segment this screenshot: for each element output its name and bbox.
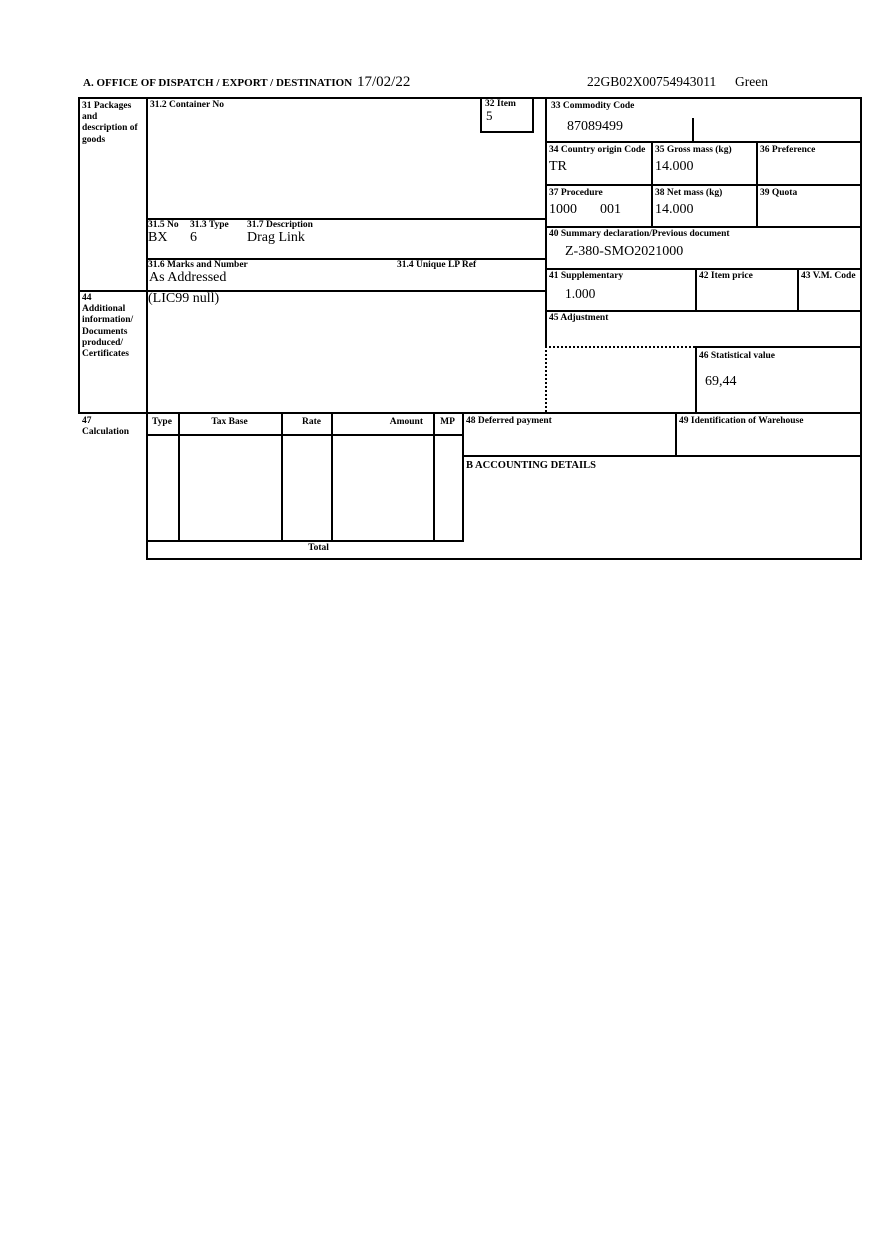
- grid-line: [178, 412, 180, 540]
- box48-deferred-payment-label: 48 Deferred payment: [466, 416, 552, 426]
- box40-summary-declaration-label: 40 Summary declaration/Previous document: [549, 229, 730, 239]
- grid-line: [675, 412, 677, 455]
- grid-line: [146, 434, 464, 436]
- box33-commodity-code-value: 87089499: [567, 119, 623, 134]
- box37-procedure-value1: 1000: [549, 202, 577, 217]
- grid-line: [797, 268, 799, 310]
- box31-5-no-value: BX: [148, 230, 168, 245]
- box35-gross-mass-label: 35 Gross mass (kg): [655, 145, 732, 155]
- box31-7-description-label: 31.7 Description: [247, 220, 313, 230]
- box39-quota-label: 39 Quota: [760, 188, 798, 198]
- box31-2-container-no-label: 31.2 Container No: [150, 100, 224, 110]
- grid-line: [545, 141, 862, 143]
- calc-col-type-header: Type: [152, 417, 172, 427]
- grid-line: [545, 268, 862, 270]
- box49-warehouse-label: 49 Identification of Warehouse: [679, 416, 804, 426]
- box31-3-type-value: 6: [190, 230, 197, 245]
- box32-item-value: 5: [486, 108, 493, 123]
- box31-7-description-value: Drag Link: [247, 230, 305, 245]
- grid-line: [78, 97, 862, 99]
- box37-procedure-label: 37 Procedure: [549, 188, 603, 198]
- grid-line: [695, 346, 697, 412]
- box37-procedure-value2: 001: [600, 202, 621, 217]
- grid-line: [695, 268, 697, 310]
- grid-line: [545, 184, 862, 186]
- calc-total-label: Total: [308, 543, 329, 553]
- grid-line: [651, 141, 653, 226]
- grid-line: [462, 455, 862, 457]
- grid-line: [545, 97, 547, 346]
- grid-line: [695, 346, 862, 348]
- calc-col-amount-header: Amount: [389, 417, 423, 427]
- grid-line: [433, 412, 435, 540]
- box38-net-mass-label: 38 Net mass (kg): [655, 188, 723, 198]
- box40-summary-declaration-value: Z-380-SMO2021000: [565, 244, 684, 259]
- grid-line: [480, 97, 482, 133]
- declaration-date: 17/02/22: [357, 74, 411, 90]
- calc-col-mp-header: MP: [440, 417, 455, 427]
- box44-additional-info-value: (LIC99 null): [148, 291, 220, 306]
- grid-line: [545, 226, 862, 228]
- box31-6-marks-label: 31.6 Marks and Number: [148, 260, 248, 270]
- commodity-code-separator-tick: [692, 118, 694, 141]
- grid-line: [756, 141, 758, 226]
- box44-additional-info-label: 44 Additional information/ Documents produced/ Certificates: [82, 293, 134, 360]
- box35-gross-mass-value: 14.000: [655, 159, 694, 174]
- grid-line: [860, 97, 862, 560]
- grid-line: [480, 131, 534, 133]
- box41-supplementary-label: 41 Supplementary: [549, 271, 624, 281]
- calc-col-rate-header: Rate: [302, 417, 321, 427]
- accounting-details-label: B ACCOUNTING DETAILS: [466, 460, 596, 471]
- box46-statistical-value-label: 46 Statistical value: [699, 351, 775, 361]
- grid-line: [78, 97, 80, 414]
- box42-item-price-label: 42 Item price: [699, 271, 753, 281]
- grid-line: [462, 412, 464, 540]
- box31-5-no-label: 31.5 No: [148, 220, 179, 230]
- box38-net-mass-value: 14.000: [655, 202, 694, 217]
- grid-line: [146, 558, 862, 560]
- box31-4-unique-lp-ref-label: 31.4 Unique LP Ref: [397, 260, 477, 270]
- box45-adjustment-label: 45 Adjustment: [549, 313, 609, 323]
- grid-line: [281, 412, 283, 540]
- office-of-dispatch-label: A. OFFICE OF DISPATCH / EXPORT / DESTINATION: [83, 77, 353, 89]
- grid-line: [331, 412, 333, 540]
- box32-item-label: 32 Item: [485, 99, 516, 109]
- box46-statistical-value: 69,44: [705, 374, 737, 389]
- box34-country-origin-label: 34 Country origin Code: [549, 145, 646, 155]
- grid-line: [532, 97, 534, 133]
- box33-commodity-code-label: 33 Commodity Code: [551, 101, 635, 111]
- grid-line: [545, 310, 862, 312]
- box31-packages-label: 31 Packages and description of goods: [82, 101, 138, 145]
- mrn-number: 22GB02X00754943011: [587, 74, 717, 89]
- box47-calculation-label: 47 Calculation: [82, 416, 129, 438]
- box31-6-marks-value: As Addressed: [149, 270, 227, 285]
- grid-line: [146, 540, 464, 542]
- dotted-line: [545, 346, 695, 348]
- grid-line: [78, 412, 862, 414]
- box31-3-type-label: 31.3 Type: [190, 220, 229, 230]
- box34-country-origin-value: TR: [549, 159, 567, 174]
- box43-vm-code-label: 43 V.M. Code: [801, 271, 856, 281]
- box41-supplementary-value: 1.000: [565, 286, 596, 301]
- dotted-line: [545, 346, 547, 412]
- box36-preference-label: 36 Preference: [760, 145, 816, 155]
- grid-line: [146, 97, 148, 560]
- routing-status: Green: [735, 74, 768, 89]
- calc-col-tax-base-header: Tax Base: [211, 417, 248, 427]
